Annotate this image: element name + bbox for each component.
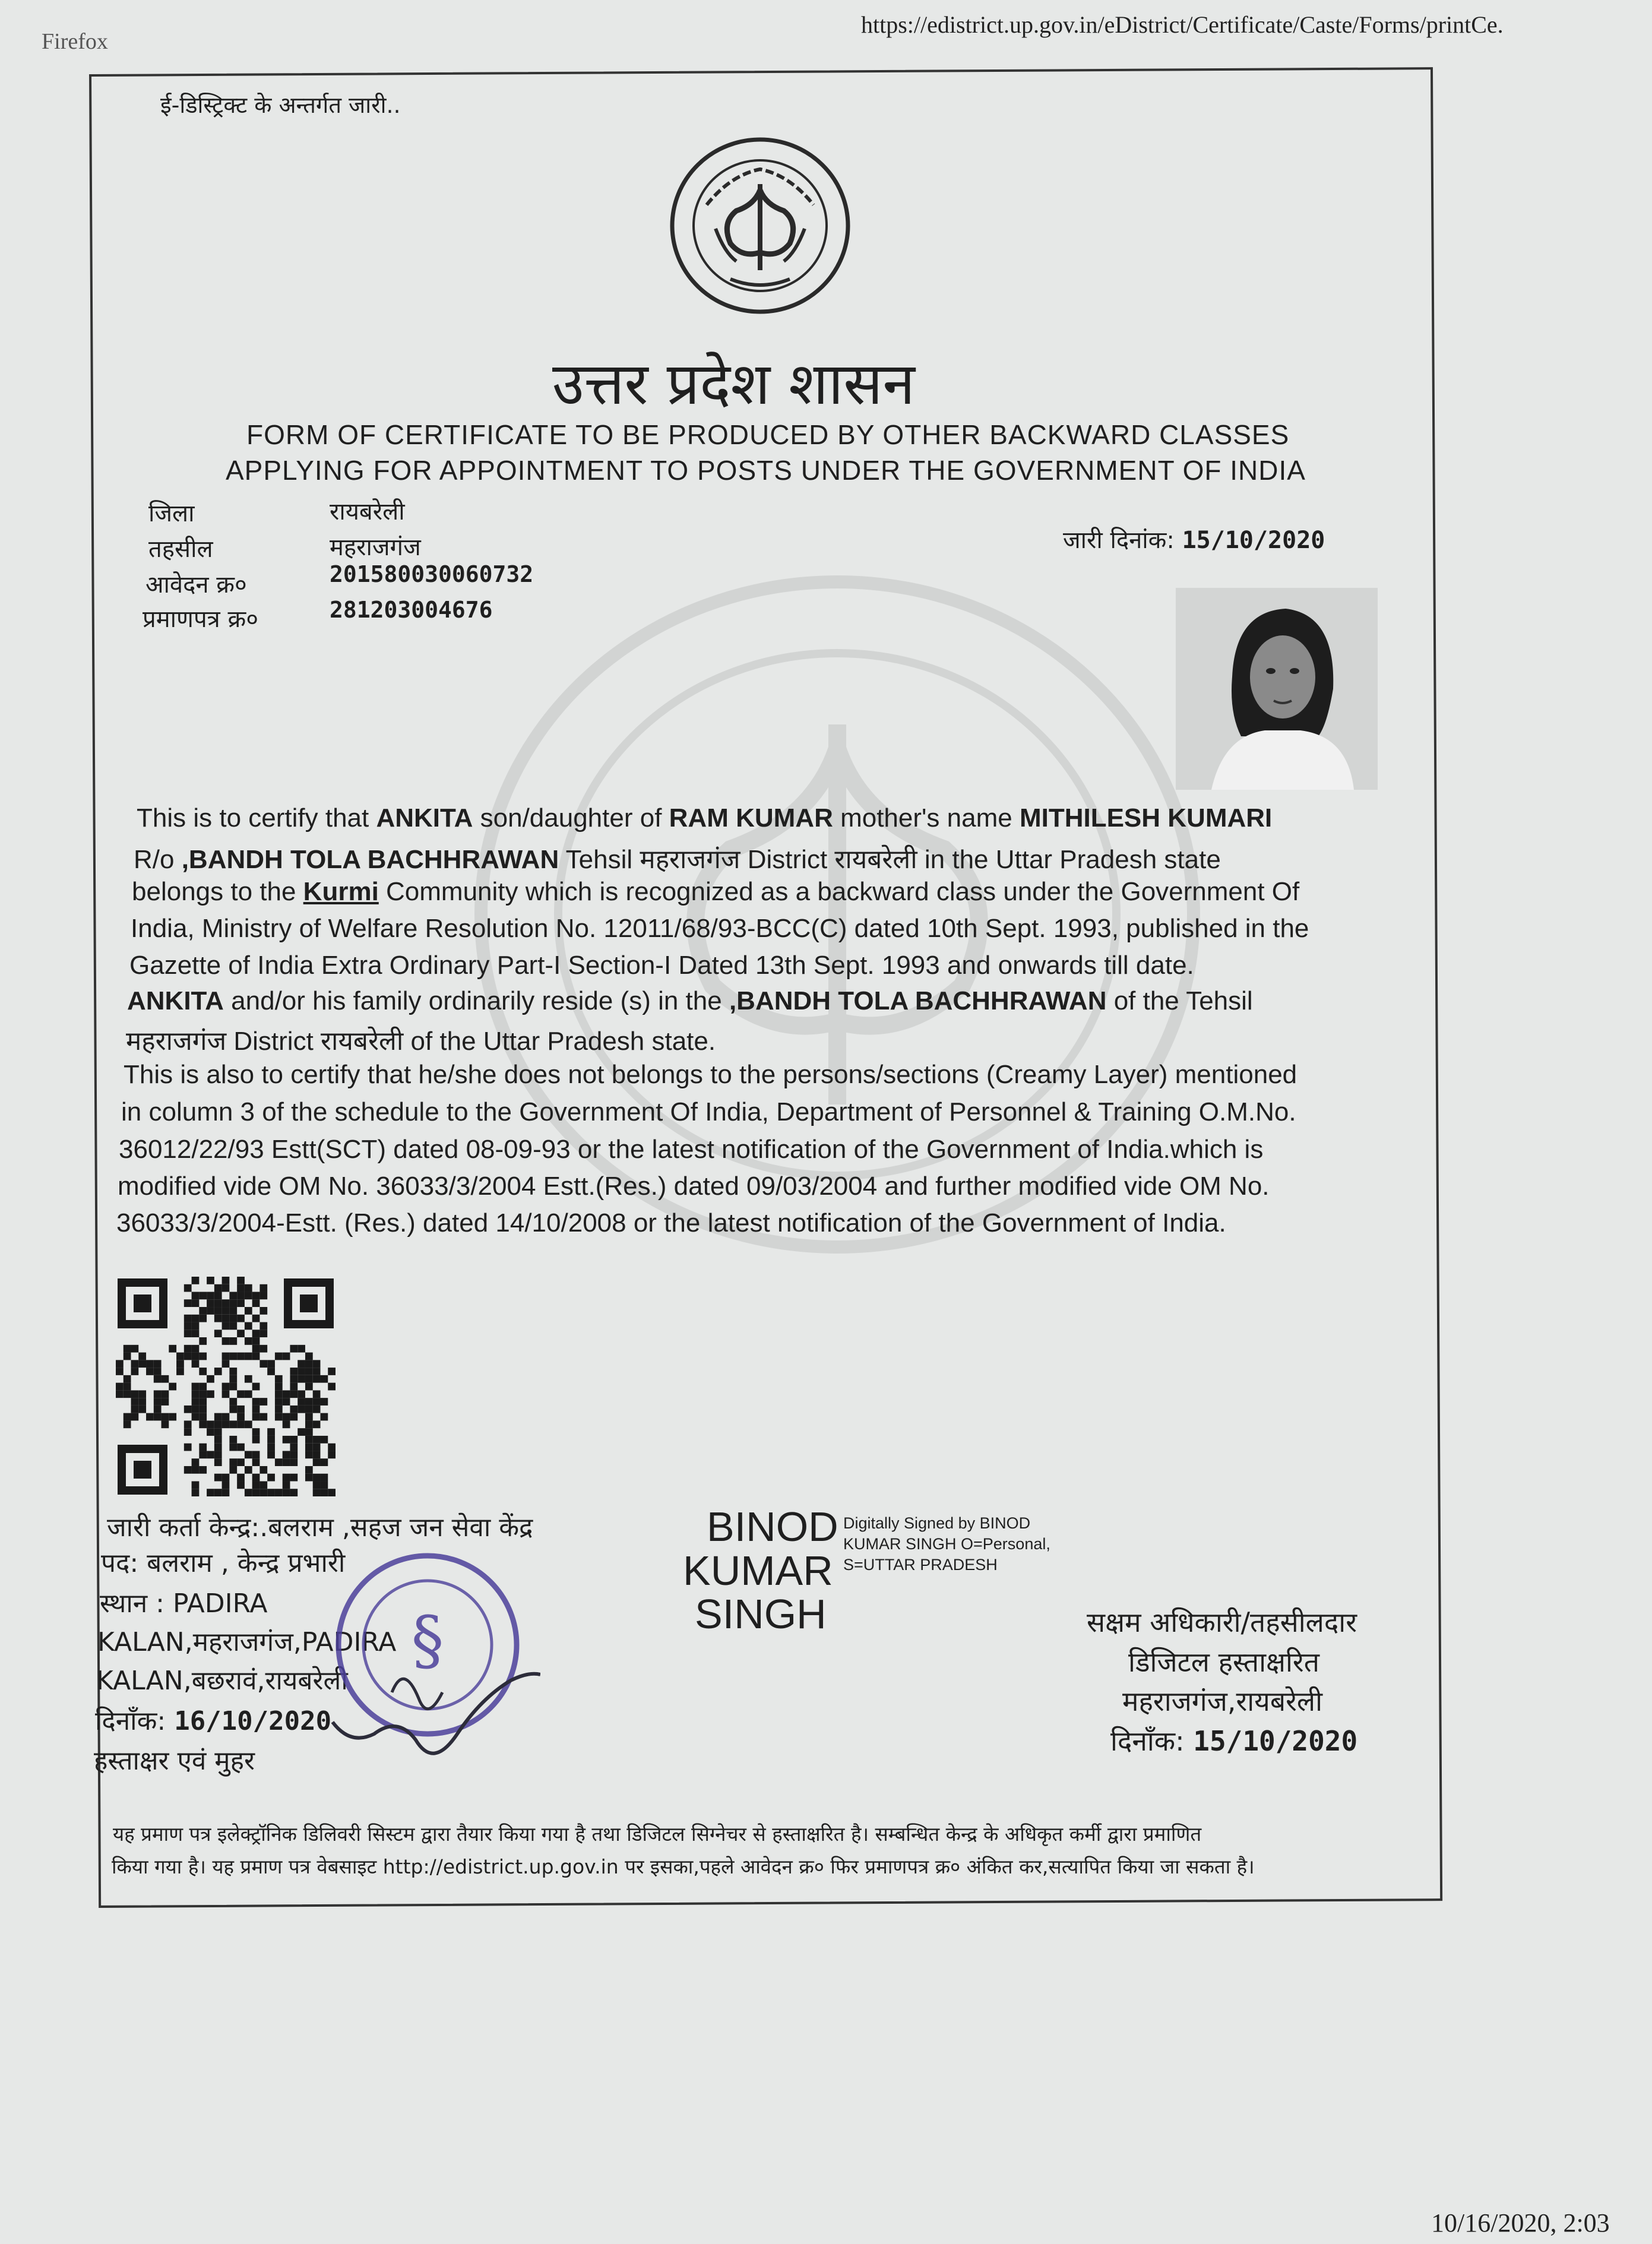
body-line-5: Gazette of India Extra Ordinary Part-I Section-I Dated 13th Sept. 1993 and onwards till date. (129, 951, 1194, 980)
authority-title: सक्षम अधिकारी/तहसीलदार (1087, 1606, 1357, 1638)
qr-code[interactable] (116, 1277, 336, 1496)
body-line-3: belongs to the Kurmi Community which is recognized as a backward class under the Government Of (132, 877, 1300, 906)
mother-name: MITHILESH KUMARI (1019, 803, 1273, 833)
body-line-11: modified vide OM No. 36033/3/2004 Estt.(Res.) dated 09/03/2004 and further modified vide OM No. (118, 1172, 1270, 1201)
seal-stamp (315, 1544, 540, 1805)
browser-label: Firefox (42, 29, 108, 54)
issuer-place-3: KALAN,बछरावं,रायबरेली (96, 1666, 348, 1696)
body-line-6: ANKITA and/or his family ordinarily reside (s) in the ,BANDH TOLA BACHHRAWAN of the Tehsil (127, 986, 1253, 1015)
footer-line-2: किया गया है। यह प्रमाण पत्र वेबसाइट http://edistrict.up.gov.in पर इसका,पहले आवेदन क्र० फिर प्रमाणपत्र क्र० अंकित कर,सत्यापित किया जा सकता है। (112, 1855, 1255, 1878)
application-no-label: आवेदन क्र० (145, 571, 247, 599)
issuer-date-row: दिनाँक: 16/10/2020 (95, 1706, 332, 1736)
issue-date-label: जारी दिनांक: (1063, 527, 1175, 554)
body-line-4: India, Ministry of Welfare Resolution No. 12011/68/93-BCC(C) dated 10th Sept. 1993, published in the (131, 914, 1309, 943)
tehsil-value: महराजगंज (330, 534, 421, 561)
print-timestamp: 10/16/2020, 2:03 (1431, 2208, 1610, 2237)
body-line-12: 36033/3/2004-Estt. (Res.) dated 14/10/2008 or the latest notification of the Government of India. (116, 1208, 1226, 1237)
certificate-no-label: प्रमाणपत्र क्र० (143, 606, 258, 633)
issuer-post: पद: बलराम , केन्द्र प्रभारी (101, 1548, 346, 1578)
issued-note: ई-डिस्ट्रिक्ट के अन्तर्गत जारी.. (160, 92, 401, 118)
district-value: रायबरेली (330, 498, 405, 526)
body-line-2: R/o ,BANDH TOLA BACHHRAWAN Tehsil महराजगंज District रायबरेली in the Uttar Pradesh state (134, 845, 1221, 874)
applicant-address: ,BANDH TOLA BACHHRAWAN (181, 845, 559, 874)
page-url[interactable]: https://edistrict.up.gov.in/eDistrict/Certificate/Caste/Forms/printCe. (861, 11, 1504, 38)
authority-date-row: दिनाँक: 15/10/2020 (1110, 1725, 1358, 1757)
body-line-8: This is also to certify that he/she does not belongs to the persons/sections (Creamy Layer) mentioned (124, 1060, 1297, 1089)
certificate-no: 281203004676 (330, 597, 493, 623)
issuer-sign-label: हस्ताक्षर एवं मुहर (94, 1746, 255, 1776)
tehsil-label: तहसील (148, 536, 213, 563)
issuer-place-2: KALAN,महराजगंज,PADIRA (97, 1627, 397, 1657)
issue-date-row (1063, 523, 1325, 555)
authority-date: 15/10/2020 (1193, 1725, 1358, 1757)
digital-signature-note: Digitally Signed by BINOD KUMAR SINGH O=Personal, S=UTTAR PRADESH (843, 1514, 1050, 1574)
community-name: Kurmi (303, 877, 379, 906)
body-line-9: in column 3 of the schedule to the Government Of India, Department of Personnel & Training O.M.No. (121, 1097, 1296, 1126)
application-no: 201580030060732 (330, 561, 534, 587)
body-line-10: 36012/22/93 Estt(SCT) dated 08-09-93 or the latest notification of the Government of India.which is (119, 1135, 1264, 1164)
svg-text:§: § (411, 1602, 444, 1678)
applicant-name: ANKITA (376, 803, 473, 833)
signer-name: BINOD KUMAR SINGH (683, 1504, 838, 1637)
issuer-date: 16/10/2020 (174, 1706, 332, 1736)
body-line-1: This is to certify that ANKITA son/daughter of RAM KUMAR mother's name MITHILESH KUMARI (137, 803, 1273, 833)
district-label: जिला (148, 500, 195, 527)
authority-place: महराजगंज,रायबरेली (1122, 1685, 1323, 1717)
authority-digital: डिजिटल हस्ताक्षरित (1128, 1646, 1319, 1678)
body-line-7: महराजगंज District रायबरेली of the Uttar Pradesh state. (126, 1027, 716, 1056)
form-title-line-1: FORM OF CERTIFICATE TO BE PRODUCED BY OTHER BACKWARD CLASSES (246, 419, 1290, 450)
issuer-center: जारी कर्ता केन्द्र:.बलराम ,सहज जन सेवा केंद्र (107, 1512, 533, 1543)
form-title-line-2: APPLYING FOR APPOINTMENT TO POSTS UNDER THE GOVERNMENT OF INDIA (226, 455, 1306, 486)
father-name: RAM KUMAR (669, 803, 833, 833)
footer-line-1: यह प्रमाण पत्र इलेक्ट्रॉनिक डिलिवरी सिस्टम द्वारा तैयार किया गया है तथा डिजिटल सिग्नेचर से हस्ताक्षरित है। सम्बन्धित केन्द्र के अधिकृत कर्मी द्वारा प्रमाणित (113, 1822, 1202, 1846)
issuer-place-1: स्थान : PADIRA (100, 1588, 268, 1619)
applicant-photo (1176, 588, 1378, 790)
issue-date: 15/10/2020 (1182, 527, 1325, 554)
gov-title: उत्तर प्रदेश शासन (552, 350, 915, 418)
up-emblem-icon (665, 134, 855, 318)
